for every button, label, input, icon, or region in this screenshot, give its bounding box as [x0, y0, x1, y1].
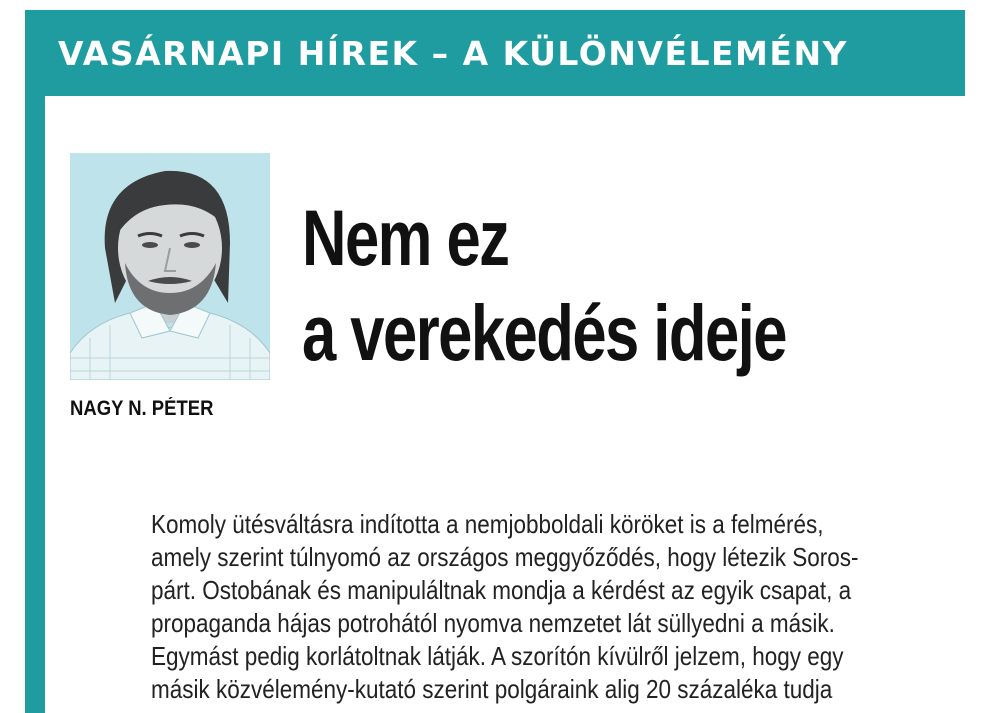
article-headline	[302, 190, 817, 380]
headline-line: a verekedés ideje	[302, 288, 786, 377]
body-line: propaganda hájas potrohától nyomva nemzetet lát süllyedni a másik.	[151, 608, 835, 638]
accent-left-bar	[25, 10, 45, 713]
body-line: másik közvélemény-kutató szerint polgáraink alig 20 százaléka tudja	[151, 674, 833, 704]
author-portrait	[70, 153, 270, 380]
portrait-photo-icon	[70, 153, 270, 380]
body-line: amely szerint túlnyomó az országos meggyőződés, hogy létezik Soros-	[151, 542, 859, 572]
body-line: Egymást pedig korlátoltnak látják. A szorítón kívülről jelzem, hogy egy	[151, 641, 844, 671]
section-title: VASÁRNAPI HÍREK – A KÜLÖNVÉLEMÉNY	[58, 34, 848, 73]
body-line: Komoly ütésváltásra indította a nemjobboldali köröket is a felmérés,	[151, 509, 824, 539]
author-name: NAGY N. PÉTER	[70, 397, 214, 420]
body-line: párt. Ostobának és manipuláltnak mondja a kérdést az egyik csapat, a	[151, 575, 852, 605]
headline-line: Nem ez	[302, 193, 509, 282]
article-body	[151, 508, 961, 706]
